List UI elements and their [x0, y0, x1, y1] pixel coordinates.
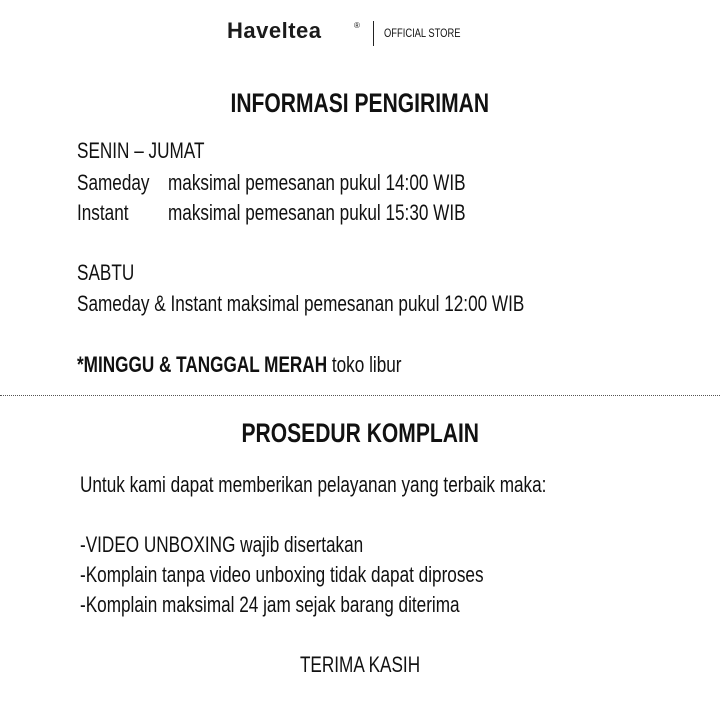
store-header	[0, 18, 720, 48]
sameday-detail: maksimal pemesanan pukul 14:00 WIB	[168, 170, 466, 195]
saturday-label: SABTU	[77, 260, 135, 285]
closing-text: TERIMA KASIH	[299, 652, 421, 677]
instant-detail: maksimal pemesanan pukul 15:30 WIB	[168, 200, 466, 225]
holiday-text: toko libur	[331, 352, 402, 377]
complaint-intro: Untuk kami dapat memberikan pelayanan yang terbaik maka:	[80, 472, 547, 497]
complaint-item: -Komplain tanpa video unboxing tidak dapat diproses	[80, 562, 484, 587]
sameday-service: Sameday	[77, 170, 150, 195]
weekday-label: SENIN – JUMAT	[77, 138, 205, 163]
holiday-bold: *MINGGU & TANGGAL MERAH	[77, 352, 328, 377]
registered-mark: ®	[354, 21, 360, 30]
complaint-item: -Komplain maksimal 24 jam sejak barang diterima	[80, 592, 460, 617]
header-divider	[373, 21, 374, 46]
official-store-label: OFFICIAL STORE	[384, 26, 461, 40]
instant-service: Instant	[77, 200, 129, 225]
complaint-title: PROSEDUR KOMPLAIN	[241, 418, 479, 448]
brand-logo: Haveltea	[227, 18, 322, 43]
shipping-title: INFORMASI PENGIRIMAN	[230, 88, 490, 118]
holiday-note	[77, 352, 493, 378]
complaint-item: -VIDEO UNBOXING wajib disertakan	[80, 532, 364, 557]
section-divider	[0, 395, 720, 396]
saturday-detail: Sameday & Instant maksimal pemesanan pukul 12:00 WIB	[77, 291, 525, 316]
